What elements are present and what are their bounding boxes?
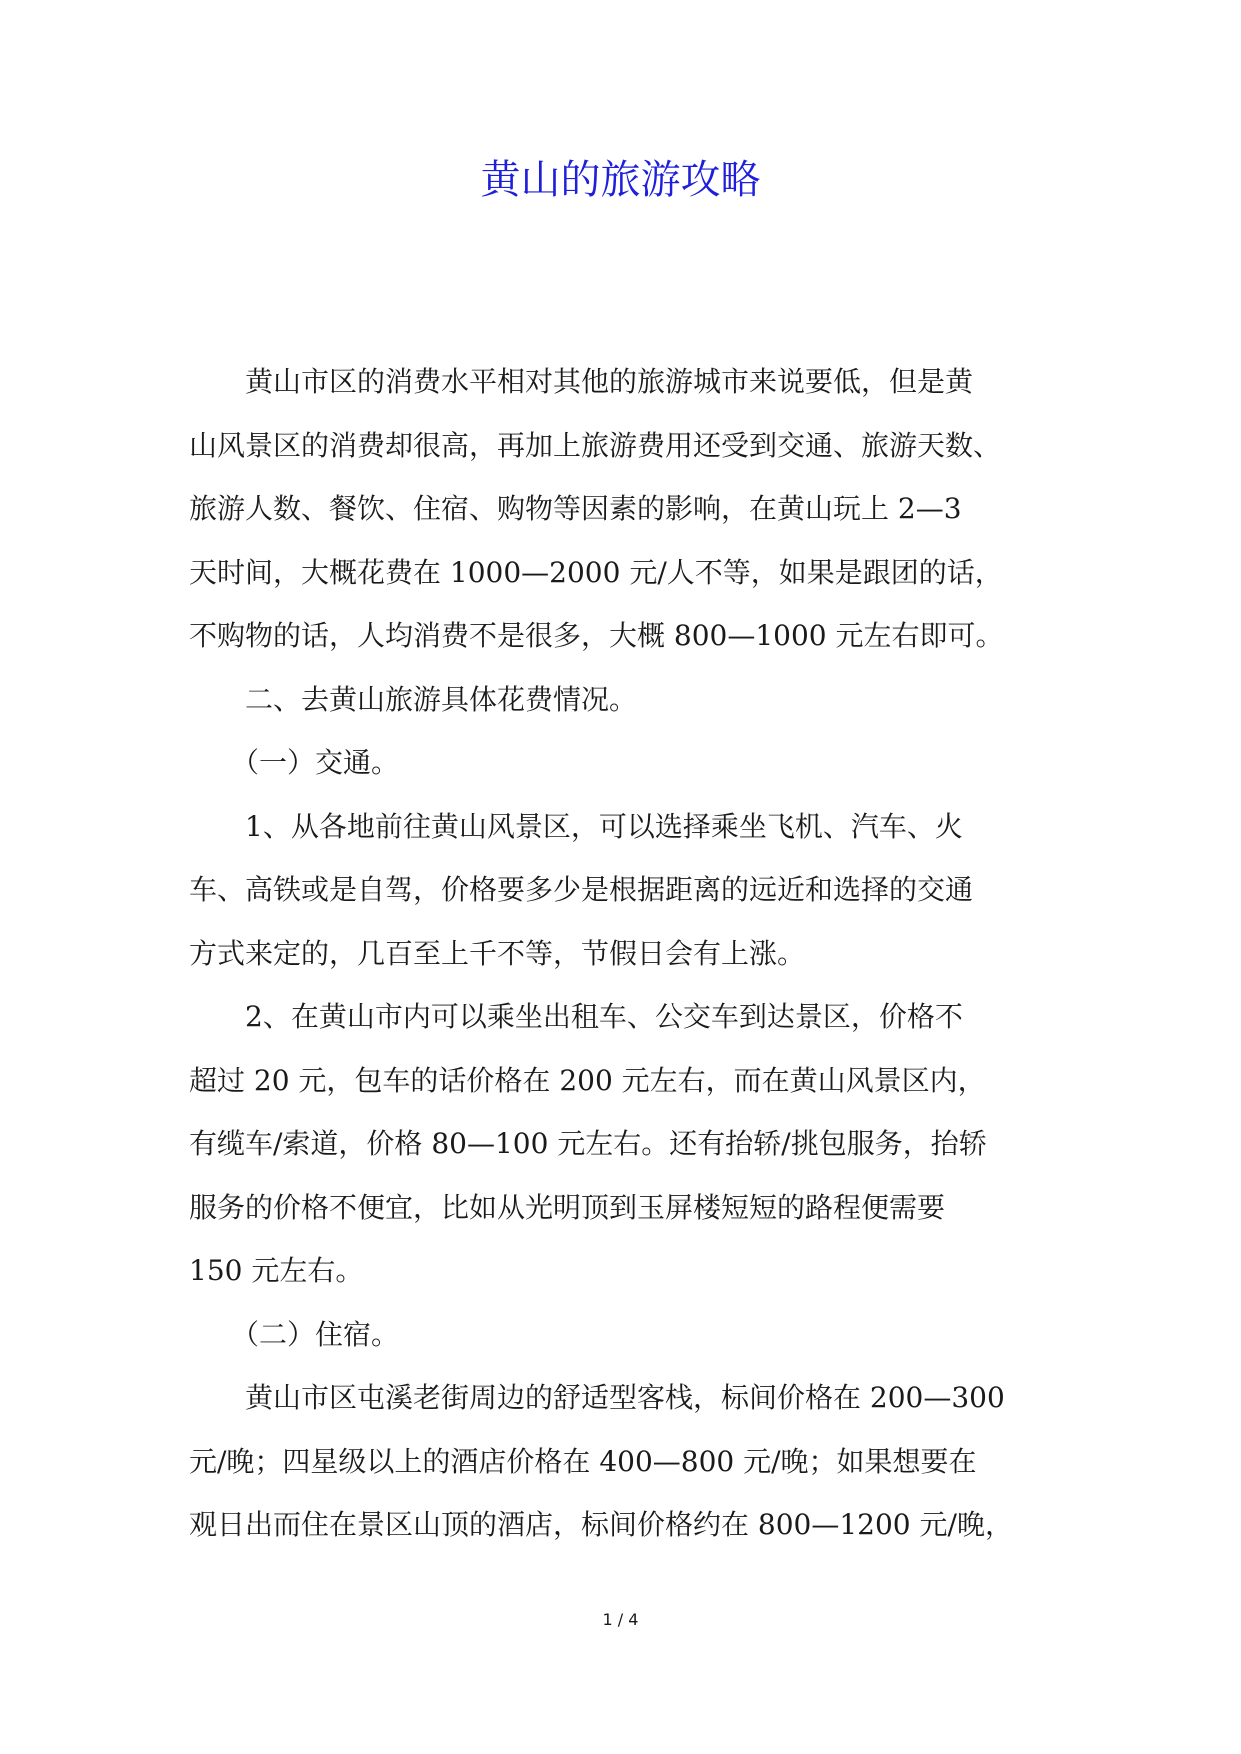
text-line: 旅游人数、餐饮、住宿、购物等因素的影响，在黄山玩上 2—3 (189, 492, 962, 525)
text-line: 山风景区的消费却很高，再加上旅游费用还受到交通、旅游天数、 (189, 428, 1002, 462)
text-line: 1、从各地前往黄山风景区，可以选择乘坐飞机、汽车、火 (189, 809, 963, 843)
text-line: 超过 20 元，包车的话价格在 200 元左右，而在黄山风景区内， (189, 1063, 986, 1097)
text-line: 车、高铁或是自驾，价格要多少是根据距离的远近和选择的交通 (189, 873, 974, 906)
text-line: 不购物的话，人均消费不是很多，大概 800—1000 元左右即可。 (189, 619, 1004, 652)
subsection-heading: （一）交通。 (189, 746, 400, 779)
page-number: 1 / 4 (602, 1610, 639, 1629)
body-text (189, 350, 1069, 1557)
text-line: 2、在黄山市内可以乘坐出租车、公交车到达景区，价格不 (189, 1000, 963, 1033)
text-line: 天时间，大概花费在 1000—2000 元/人不等，如果是跟团的话， (189, 555, 1003, 589)
text-line: 黄山市区的消费水平相对其他的旅游城市来说要低，但是黄 (189, 365, 974, 398)
page-title: 黄山的旅游攻略 (480, 157, 761, 203)
text-line: 服务的价格不便宜，比如从光明顶到玉屏楼短短的路程便需要 (189, 1190, 946, 1224)
subsection-heading: （二）住宿。 (189, 1317, 400, 1351)
text-line: 150 元左右。 (189, 1254, 364, 1287)
section-heading: 二、去黄山旅游具体花费情况。 (189, 682, 638, 716)
text-line: 有缆车/索道，价格 80—100 元左右。还有抬轿/挑包服务，抬轿 (189, 1127, 987, 1160)
text-line: 元/晚；四星级以上的酒店价格在 400—800 元/晚；如果想要在 (189, 1444, 977, 1478)
text-line: 方式来定的，几百至上千不等，节假日会有上涨。 (189, 936, 806, 970)
text-line: 黄山市区屯溪老街周边的舒适型客栈，标间价格在 200—300 (189, 1381, 1005, 1414)
text-line: 观日出而住在景区山顶的酒店，标间价格约在 800—1200 元/晚， (189, 1508, 1013, 1541)
